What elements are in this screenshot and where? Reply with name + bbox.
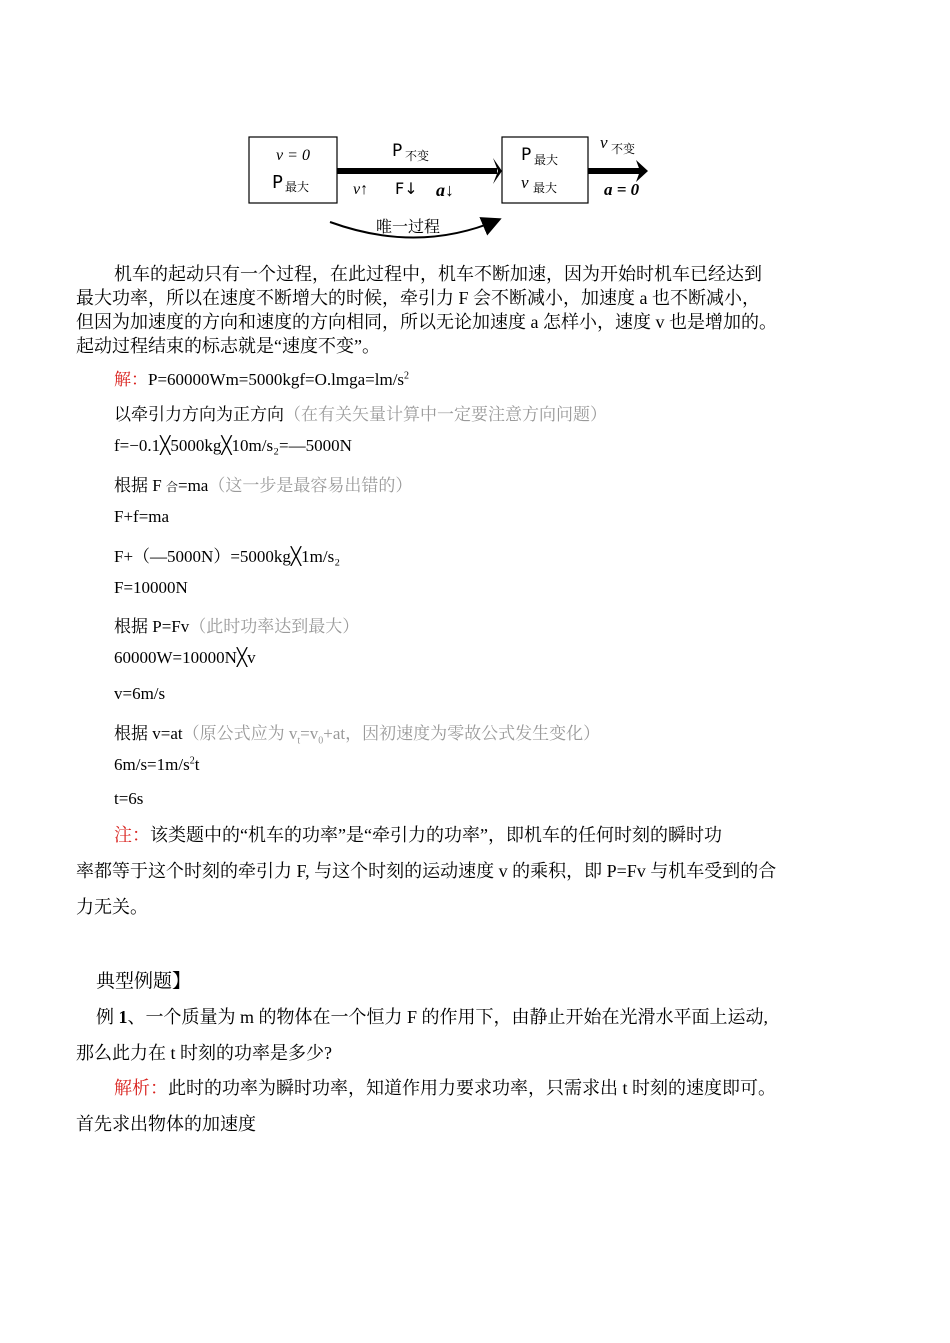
arrow-force-label: F↓	[395, 179, 418, 198]
max-power-note: （此时功率达到最大）	[189, 617, 360, 636]
solution-line-2: 以牵引力方向为正方向（在有关矢量计算中一定要注意方向问题）	[114, 405, 607, 424]
final-velocity-sub: 不变	[611, 142, 636, 156]
box2-power-sub: 最大	[534, 153, 559, 167]
note-block	[76, 817, 836, 925]
arrow-accel-label: a↓	[436, 180, 454, 200]
analysis-line-2: 首先求出物体的加速度	[76, 1114, 256, 1134]
section-heading: 典型例题】	[96, 971, 192, 992]
solution-line-7: F=10000N	[114, 578, 188, 597]
arrow-power-sub: 不变	[405, 149, 430, 163]
example-line-2: 那么此力在 t 时刻的功率是多少?	[76, 1043, 332, 1063]
box1-power-sub: 最大	[285, 180, 310, 194]
solution-line-6: F+（—5000N）=5000kg╳1m/s₂	[114, 547, 341, 566]
curve-label: 唯一过程	[376, 217, 441, 236]
analysis-line-1: 解析：此时的功率为瞬时功率，知道作用力要求功率，只需求出 t 时刻的速度即可。	[114, 1078, 776, 1098]
intro-line-4: 起动过程结束的标志就是“速度不变”。	[76, 336, 380, 356]
solution-line-11: 根据 v=at（原公式应为 $v_t=v_0+at$，因初速度为零故公式发生变化）	[114, 724, 601, 747]
intro-line-2: 最大功率，所以在速度不断增大的时候，牵引力 F 会不断减小，加速度 a 也不断减小，	[76, 288, 760, 308]
final-accel-label: a = 0	[604, 180, 640, 199]
box2-power-label: P	[521, 145, 532, 165]
process-diagram	[240, 128, 660, 250]
intro-line-1: 机车的起动只有一个过程，在此过程中，机车不断加速，因为开始时机车已经达到	[114, 264, 762, 284]
box1-velocity-label: v = 0	[276, 147, 310, 164]
box2-velocity-sub: 最大	[533, 181, 558, 195]
example-block	[76, 999, 836, 1071]
final-arrow-shaft	[588, 168, 640, 174]
solution-line-4: 根据 F 合=ma（这一步是最容易出错的）	[114, 476, 413, 495]
intro-paragraph	[76, 262, 836, 358]
error-note: （这一步是最容易出错的）	[208, 476, 413, 495]
solution-line-1: 解：$P=60000Wm=5000kgf=O.lmga=lm/s^2$	[114, 370, 410, 389]
arrow-power-label: P	[392, 141, 403, 161]
intro-line-3: 但因为加速度的方向和速度的方向相同，所以无论加速度 a 怎样小，速度 v 也是增加的。	[76, 312, 777, 332]
box2-velocity-label: v	[521, 173, 529, 192]
analysis-block	[76, 1070, 836, 1142]
note-line-3: 力无关。	[76, 897, 148, 917]
formula-note: （原公式应为 $v_t=v_0+at$，因初速度为零故公式发生变化）	[182, 724, 601, 747]
solution-line-12: $6m/s=1m/s^2t$	[114, 755, 200, 774]
main-arrow-shaft	[337, 168, 497, 174]
box1-power-label: P	[272, 172, 283, 193]
solution-line-13: t=6s	[114, 789, 144, 808]
solution-line-5: F+f=ma	[114, 507, 170, 526]
analysis-label: 解析：	[114, 1078, 168, 1098]
direction-note: （在有关矢量计算中一定要注意方向问题）	[284, 405, 607, 424]
solution-label: 解：	[114, 370, 148, 389]
final-velocity-label: v	[600, 133, 608, 152]
note-label: 注：	[114, 825, 150, 845]
note-line-1: 注：该类题中的“机车的功率”是“牵引力的功率”，即机车的任何时刻的瞬时功	[114, 825, 722, 845]
process-diagram-svg	[240, 128, 660, 250]
solution-line-9: 60000W=10000N╳v	[114, 648, 256, 667]
solution-line-10: v=6m/s	[114, 684, 166, 703]
solution-line-8: 根据 P=Fv（此时功率达到最大）	[114, 617, 360, 636]
example-line-1: 例 1、一个质量为 m 的物体在一个恒力 F 的作用下，由静止开始在光滑水平面上运动,	[96, 1007, 769, 1027]
note-line-2: 率都等于这个时刻的牵引力 F, 与这个时刻的运动速度 v 的乘积，即 P=Fv 与机车受到的合	[76, 861, 777, 881]
solution-line-3: f=−0.1╳5000kg╳10m/s₂=—5000N	[114, 436, 352, 455]
arrow-velocity-label: v↑	[353, 181, 369, 198]
